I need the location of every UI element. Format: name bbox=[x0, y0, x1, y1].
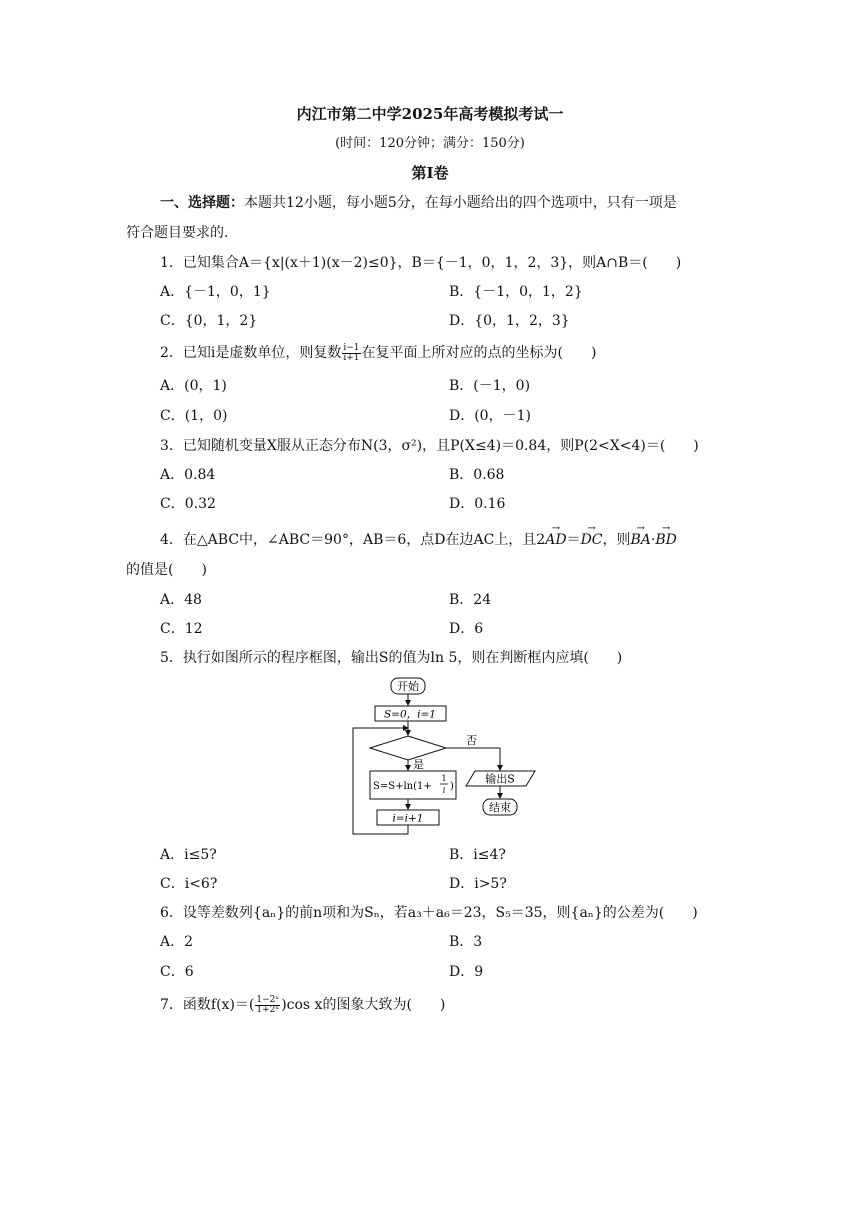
fc-init-text: S=0，i=1 bbox=[383, 708, 437, 721]
q2-option-c: C．(1，0) bbox=[160, 408, 228, 424]
fc-increment-text: i=i+1 bbox=[392, 812, 424, 825]
fc-update-num: 1 bbox=[441, 774, 447, 783]
section-text-line1: 本题共12小题，每小题5分，在每小题给出的四个选项中，只有一项是 bbox=[244, 195, 677, 211]
fc-output-text: 输出S bbox=[485, 772, 515, 786]
q2-option-b: B．(－1，0) bbox=[449, 378, 531, 394]
exam-subtitle: (时间：120分钟；满分：150分) bbox=[335, 136, 525, 151]
q4-option-b: B．24 bbox=[449, 592, 492, 608]
q2-option-a: A．(0，1) bbox=[160, 378, 227, 394]
q2-fraction bbox=[342, 344, 360, 363]
flowchart bbox=[350, 676, 540, 836]
question-5-stem: 5．执行如图所示的程序框图，输出S的值为ln 5，则在判断框内应填( ) bbox=[160, 650, 623, 666]
fc-start-text: 开始 bbox=[397, 680, 419, 693]
fc-update-prefix: S=S+ln(1+ bbox=[373, 781, 432, 792]
fc-yes-label: 是 bbox=[413, 758, 424, 771]
q5-option-b: B．i≤4? bbox=[449, 847, 506, 863]
q1-option-b: B．{－1，0，1，2} bbox=[449, 284, 583, 300]
q5-option-d: D．i>5? bbox=[449, 876, 507, 892]
q6-option-b: B．3 bbox=[449, 934, 483, 950]
fc-end-text: 结束 bbox=[489, 801, 511, 814]
section-text-line2: 符合题目要求的. bbox=[126, 225, 229, 241]
vector-bd: → BD bbox=[655, 530, 677, 550]
q5-option-c: C．i<6? bbox=[160, 876, 218, 892]
q7-stem-suffix: )cos x的图象大致为( ) bbox=[281, 997, 446, 1013]
question-7-stem bbox=[160, 995, 445, 1015]
fc-update-suffix: ) bbox=[450, 781, 454, 792]
q2-frac-num: i−1 bbox=[343, 342, 360, 353]
q6-option-d: D．9 bbox=[449, 964, 484, 980]
q4-stem-eq: ＝ bbox=[566, 532, 581, 548]
q4-option-a: A．48 bbox=[160, 592, 202, 608]
q2-stem-prefix: 2．已知i是虚数单位，则复数 bbox=[160, 345, 342, 361]
question-2-stem bbox=[160, 343, 596, 363]
question-1-stem: 1．已知集合A＝{x|(x＋1)(x－2)≤0}，B＝{－1，0，1，2，3}，则A∩B＝( ) bbox=[160, 255, 682, 271]
question-4-stem bbox=[160, 530, 677, 550]
q2-option-d: D．(0，－1) bbox=[449, 408, 531, 424]
q7-frac-den: 1+2ˣ bbox=[256, 1004, 280, 1015]
vector-ad: → AD bbox=[545, 530, 566, 550]
q2-stem-suffix: 在复平面上所对应的点的坐标为( ) bbox=[361, 345, 597, 361]
q3-option-d: D．0.16 bbox=[449, 496, 506, 512]
vector-dc: → DC bbox=[581, 530, 603, 550]
q3-option-b: B．0.68 bbox=[449, 467, 505, 483]
section-heading: 一、选择题： bbox=[160, 195, 244, 211]
q7-frac-num: 1−2ˣ bbox=[256, 994, 280, 1005]
q5-option-a: A．i≤5? bbox=[160, 847, 217, 863]
fc-update-den: i bbox=[442, 786, 446, 795]
q1-option-a: A．{－1，0，1} bbox=[160, 284, 271, 300]
vector-ba: → BA bbox=[631, 530, 651, 550]
q4-option-d: D．6 bbox=[449, 621, 484, 637]
fc-no-label: 否 bbox=[466, 734, 477, 747]
q2-frac-den: i+1 bbox=[343, 352, 360, 363]
q6-option-c: C．6 bbox=[160, 964, 194, 980]
question-4-stem-line2: 的值是( ) bbox=[126, 562, 207, 578]
question-6-stem: 6．设等差数列{aₙ}的前n项和为Sₙ，若a₃＋a₆＝23，S₅＝35，则{aₙ}的公差为( ) bbox=[160, 905, 698, 921]
q7-stem-prefix: 7．函数f(x)＝( bbox=[160, 997, 255, 1013]
q4-option-c: C．12 bbox=[160, 621, 203, 637]
q7-fraction bbox=[255, 996, 280, 1015]
q6-option-a: A．2 bbox=[160, 934, 194, 950]
exam-title: 内江市第二中学2025年高考模拟考试一 bbox=[296, 105, 564, 123]
q4-stem-part1: 4．在△ABC中，∠ABC＝90°，AB＝6，点D在边AC上，且2 bbox=[160, 532, 546, 548]
fc-decision bbox=[370, 736, 446, 760]
question-3-stem: 3．已知随机变量X服从正态分布N(3，σ²)，且P(X≤4)＝0.84，则P(2<X<4)＝( ) bbox=[160, 438, 699, 454]
q4-stem-dot: · bbox=[650, 532, 656, 548]
section-intro bbox=[160, 193, 677, 213]
volume-label: 第Ⅰ卷 bbox=[411, 164, 449, 182]
q1-option-c: C．{0，1，2} bbox=[160, 313, 258, 329]
q3-option-c: C．0.32 bbox=[160, 496, 216, 512]
q1-option-d: D．{0，1，2，3} bbox=[449, 313, 570, 329]
q4-stem-part2: ，则 bbox=[602, 532, 631, 548]
q3-option-a: A．0.84 bbox=[160, 467, 216, 483]
